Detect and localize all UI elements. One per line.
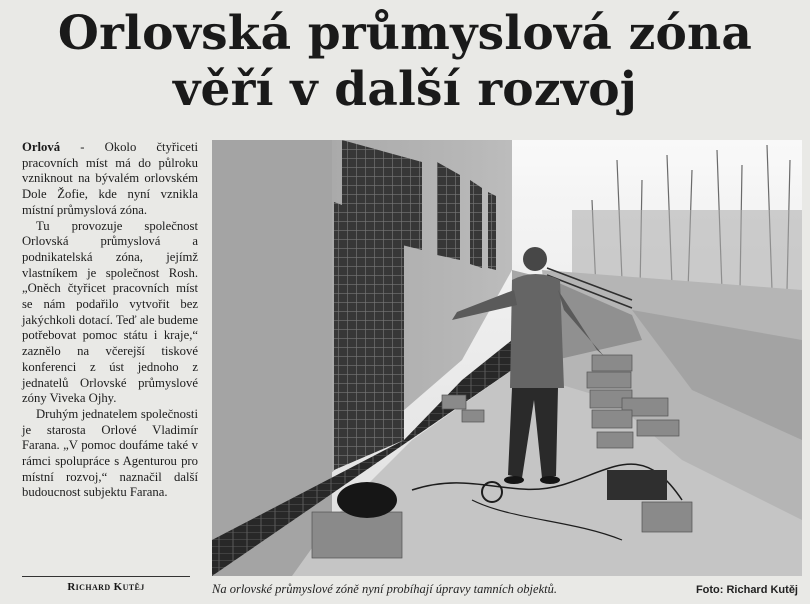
article-lead-text: - Okolo čtyřiceti pracovních míst má do půlroku vzniknout na bývalém orlovském Dole Žofie, kde nyní vznikla místní průmyslová zóna. bbox=[22, 140, 198, 217]
article-paragraph-2: Tu provozuje společnost Orlovská průmyslová a podnikatelská zóna, jejímž vlastníkem je společnost Rosh. „Oněch čtyřicet pracovních míst se nám podařilo vytvořit bez jakýchkoli dotací. Teď ale budeme potřebovat pomoc státu i kraje,“ zaznělo na včerejší tiskové konferenci z úst jednoho z jednatelů Orlovské průmyslové zóny Viveka Ojhy. bbox=[22, 218, 198, 406]
article-body bbox=[22, 140, 198, 501]
article-dateline: Orlová bbox=[22, 140, 61, 154]
headline bbox=[0, 6, 810, 118]
headline-line-2: věří v další rozvoj bbox=[173, 62, 637, 117]
photo-caption: Na orlovské průmyslové zóně nyní probíhají úpravy tamních objektů. bbox=[212, 582, 557, 596]
article-lead-paragraph bbox=[22, 140, 198, 219]
photo-credit: Foto: Richard Kutěj bbox=[695, 584, 798, 596]
headline-line-1: Orlovská průmyslová zóna bbox=[57, 6, 753, 61]
photo-illustration bbox=[212, 140, 802, 576]
byline: Richard Kutěj bbox=[22, 576, 190, 593]
article-paragraph-3: Druhým jednatelem společnosti je starosta Orlové Vladimír Farana. „V pomoc doufáme také v rámci spolupráce s Agenturou pro místní rozvoj,“ naznačil další budoucnost subjektu Farana. bbox=[22, 406, 198, 500]
news-photo bbox=[212, 140, 802, 576]
